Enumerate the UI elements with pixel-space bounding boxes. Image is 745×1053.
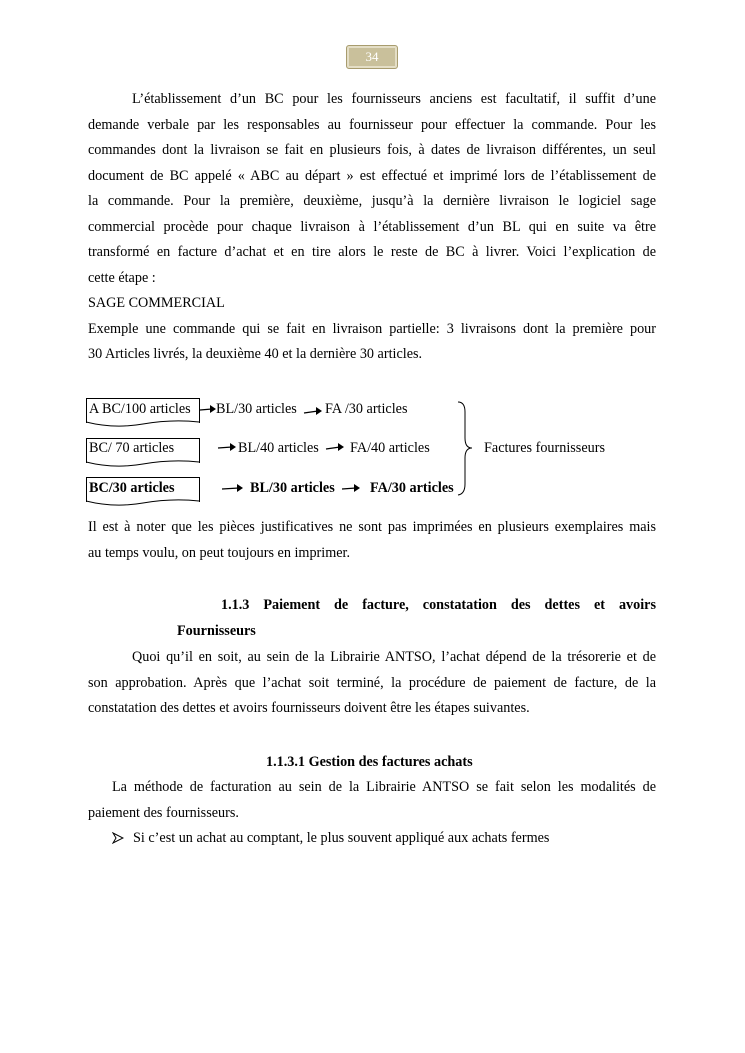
fa-label: FA/30 articles	[370, 480, 454, 496]
text-line: commercial procède pour chaque livraison à l’établissement d’un BL qui en suite va être	[88, 218, 656, 235]
text-line: 30 Articles livrés, la deuxième 40 et la dernière 30 articles.	[88, 346, 423, 362]
bc-label: BC/30 articles	[89, 480, 175, 496]
brace-label: Factures fournisseurs	[484, 440, 605, 456]
text-line: paiement des fournisseurs.	[88, 804, 239, 821]
fa-label: FA /30 articles	[325, 401, 408, 417]
bc-label: A BC/100 articles	[89, 401, 191, 417]
text-line: Il est à noter que les pièces justificatives ne sont pas imprimées en plusieurs exemplaires mais	[88, 519, 656, 535]
text-line: commandes dont la livraison se fait en plusieurs fois, à dates de livraison différentes, un seul	[88, 142, 656, 158]
bl-label: BL/30 articles	[216, 401, 297, 417]
text-line: Exemple une commande qui se fait en livraison partielle: 3 livraisons dont la première pour	[88, 320, 656, 337]
paragraph-payment-intro	[88, 645, 656, 722]
bl-label: BL/40 articles	[238, 440, 319, 456]
text-line: Quoi qu’il en soit, au sein de la Librairie ANTSO, l’achat dépend de la trésorerie et de	[132, 649, 656, 665]
text-line: la commande. Pour la première, deuxième, jusqu’à la dernière livraison le logiciel sage	[88, 193, 656, 209]
bc-box-wave	[86, 420, 200, 430]
section-heading-line: 1.1.3 Paiement de facture, constatation des dettes et avoirs	[221, 597, 656, 613]
subsection-heading: 1.1.3.1 Gestion des factures achats	[266, 754, 473, 770]
section-heading	[88, 593, 656, 644]
paragraph-invoicing	[88, 775, 656, 826]
text-line: son approbation. Après que l’achat soit terminé, la procédure de paiement de facture, de la	[88, 674, 656, 691]
arrow-icon	[325, 441, 345, 453]
text-line: document de BC appelé « ABC au départ » est effectué et imprimé lors de l’établissement de	[88, 167, 656, 184]
text-line: constatation des dettes et avoirs fournisseurs doivent être les étapes suivantes.	[88, 700, 530, 716]
text-line: La méthode de facturation au sein de la Librairie ANTSO se fait selon les modalités de	[112, 779, 656, 795]
paragraph-bc-intro	[88, 87, 656, 368]
right-brace-icon	[456, 400, 476, 498]
section-heading-line: Fournisseurs	[177, 622, 256, 639]
arrow-icon	[221, 482, 245, 494]
arrow-bullet-icon	[112, 832, 124, 844]
text-line: demande verbale par les responsables au fournisseur pour effectuer la commande. Pour les	[88, 116, 656, 133]
arrow-icon	[199, 403, 217, 415]
text-line: L’établissement d’un BC pour les fournisseurs anciens est facultatif, il suffit d’une	[132, 91, 656, 107]
paragraph-note	[88, 515, 656, 566]
page-number: 34	[346, 45, 398, 69]
bc-box-wave	[86, 460, 200, 470]
arrow-icon	[303, 405, 323, 417]
bc-label: BC/ 70 articles	[89, 440, 175, 456]
bullet-text: Si c’est un achat au comptant, le plus souvent appliqué aux achats fermes	[133, 830, 550, 846]
arrow-icon	[341, 482, 361, 494]
fa-label: FA/40 articles	[350, 440, 430, 456]
bl-label: BL/30 articles	[250, 480, 335, 496]
text-line: au temps voulu, on peut toujours en imprimer.	[88, 544, 351, 561]
sage-heading: SAGE COMMERCIAL	[88, 295, 225, 311]
bc-box-wave	[86, 499, 200, 509]
arrow-icon	[217, 441, 237, 453]
text-line: cette étape :	[88, 269, 156, 286]
text-line: transformé en facture d’achat et en tire alors le reste de BC à livrer. Voici l’explication de	[88, 244, 656, 260]
